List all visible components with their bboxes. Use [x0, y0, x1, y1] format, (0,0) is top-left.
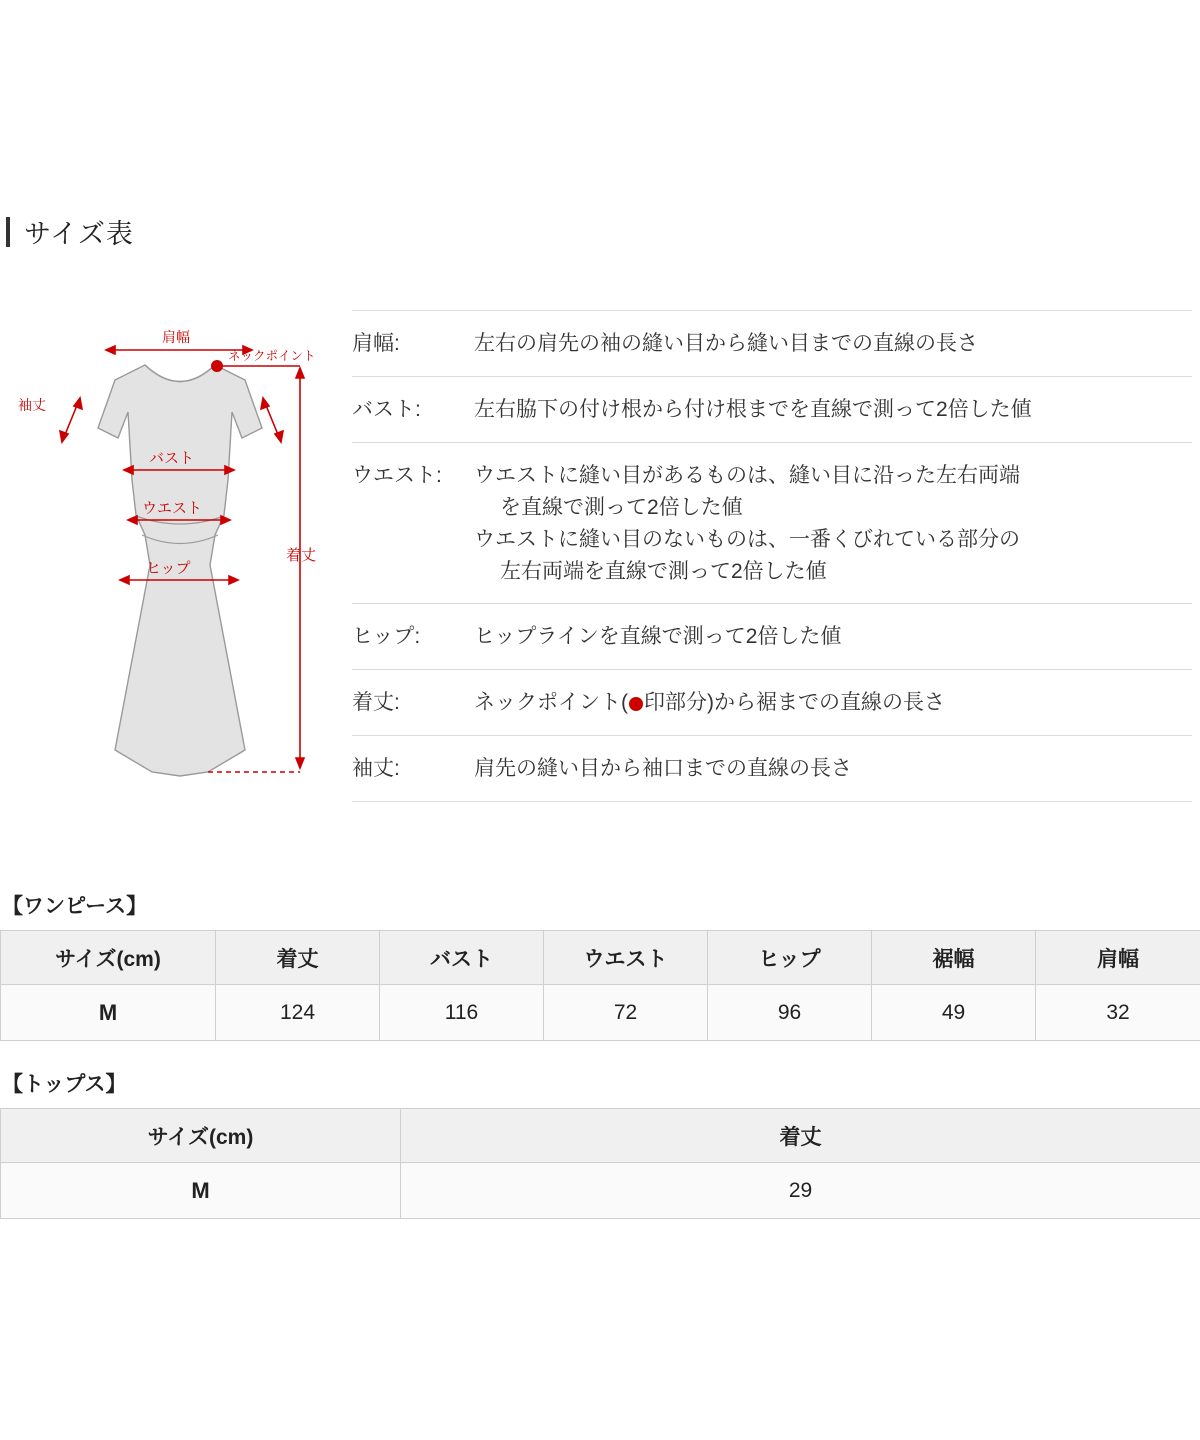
definition-row-hip: [352, 604, 1192, 670]
definition-desc: [474, 394, 1032, 426]
definition-line: ウエストに縫い目があるものは、縫い目に沿った左右両端: [474, 463, 1020, 487]
table-header-cell: サイズ(cm): [1, 1109, 401, 1163]
label-waist: ウエスト: [142, 500, 203, 517]
definition-desc: [474, 621, 841, 653]
definition-desc: [474, 460, 1020, 588]
table-header-cell: 着丈: [401, 1109, 1200, 1163]
label-neck-point: ネックポイント: [228, 349, 316, 363]
title-accent-bar: [6, 217, 10, 247]
definition-line: 肩先の縫い目から袖口までの直線の長さ: [474, 757, 852, 781]
table-cell: 32: [1036, 985, 1200, 1041]
definition-desc: [474, 328, 978, 360]
table-header-cell: 裾幅: [872, 931, 1036, 985]
definition-line: 左右の肩先の袖の縫い目から縫い目までの直線の長さ: [474, 332, 978, 355]
table-cell: 116: [380, 985, 544, 1041]
definition-row-waist: [352, 443, 1192, 605]
table-cell: 29: [401, 1163, 1200, 1219]
definition-row-shoulder: [352, 310, 1192, 377]
definition-line: [474, 687, 945, 719]
definition-line: ヒップラインを直線で測って2倍した値: [474, 625, 842, 649]
definition-term: バスト:: [352, 397, 421, 421]
onepiece-size-table: [0, 930, 1200, 1041]
table-label-onepiece: 【ワンピース】: [2, 895, 148, 918]
table-cell: 72: [544, 985, 708, 1041]
tops-size-table-block: [0, 1068, 1200, 1219]
table-row: [1, 985, 1200, 1041]
table-cell: 124: [216, 985, 380, 1041]
definition-row-sleeve: [352, 736, 1192, 802]
table-header-row: [1, 931, 1200, 985]
label-shoulder: 肩幅: [162, 329, 190, 345]
table-header-cell: 肩幅: [1036, 931, 1200, 985]
definition-term: ウエスト:: [352, 463, 442, 487]
definition-line: 左右脇下の付け根から付け根までを直線で測って2倍した値: [474, 397, 1032, 421]
table-header-cell: サイズ(cm): [1, 931, 216, 985]
measurement-guide: [0, 310, 1200, 802]
table-cell: 96: [708, 985, 872, 1041]
definition-term: ヒップ:: [352, 625, 421, 649]
definition-text-suffix: )から裾までの直線の長さ: [707, 691, 945, 715]
definition-desc: [474, 753, 852, 785]
table-header-cell: 着丈: [216, 931, 380, 985]
table-row: [1, 1163, 1200, 1219]
definition-term: 肩幅:: [352, 332, 400, 355]
table-cell-size: M: [1, 1163, 401, 1219]
table-header-row: [1, 1109, 1200, 1163]
label-length: 着丈: [286, 547, 317, 564]
label-bust: バスト: [149, 450, 195, 467]
definition-list: [352, 310, 1200, 802]
garment-diagram: [0, 310, 352, 802]
definition-row-length: [352, 670, 1192, 736]
definition-row-bust: [352, 377, 1192, 443]
definition-desc: [474, 687, 945, 719]
onepiece-size-table-block: [0, 890, 1200, 1041]
table-header-cell: ウエスト: [544, 931, 708, 985]
table-cell: 49: [872, 985, 1036, 1041]
definition-term: 袖丈:: [352, 757, 400, 781]
dress-illustration-svg: [10, 320, 350, 820]
tops-size-table: [0, 1108, 1200, 1219]
page-title: [6, 212, 134, 251]
table-label-tops: 【トップス】: [2, 1073, 127, 1096]
label-sleeve: 袖丈: [18, 397, 46, 413]
table-header-cell: ヒップ: [708, 931, 872, 985]
definition-line: ウエストに縫い目のないものは、一番くびれている部分の: [474, 527, 1020, 551]
definition-text-inner: 印部分: [644, 691, 707, 715]
page-title-text: サイズ表: [24, 219, 134, 249]
definition-line: 左右両端を直線で測って2倍した値: [500, 559, 827, 583]
definition-line: を直線で測って2倍した値: [500, 495, 743, 519]
table-header-cell: バスト: [380, 931, 544, 985]
table-cell-size: M: [1, 985, 216, 1041]
definition-text-prefix: ネックポイント(: [474, 691, 628, 715]
definition-term: 着丈:: [352, 691, 400, 715]
neck-point-marker-icon: [629, 697, 643, 711]
label-hip: ヒップ: [146, 560, 191, 577]
